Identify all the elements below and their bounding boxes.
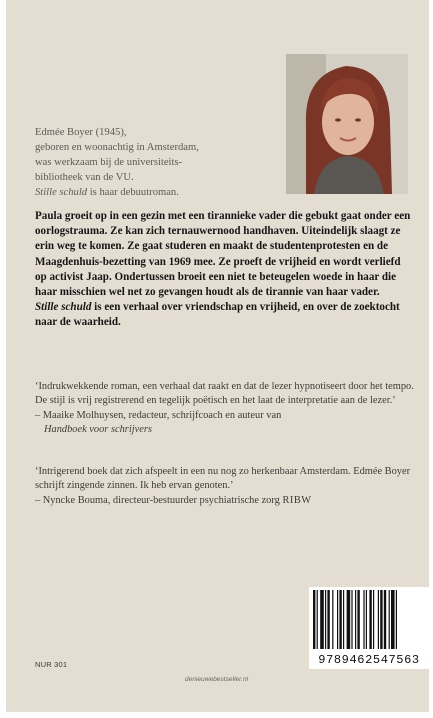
nur-code: NUR 301 bbox=[35, 660, 68, 669]
book-back-cover bbox=[6, 0, 429, 712]
author-bio-line: geboren en woonachtig in Amsterdam, bbox=[35, 142, 199, 154]
quote-text: ‘Indrukwekkende roman, een verhaal dat raakt en dat de lezer hypnotiseert door het tempo. De stijl is vrij registrerend en tegelijk poëtisch en het laat de interpretatie aan de lezer.’ bbox=[35, 381, 414, 407]
barcode-graphic bbox=[309, 587, 429, 669]
quote-attribution: – Maaike Molhuysen, redacteur, schrijfcoach en auteur van bbox=[35, 409, 282, 421]
author-bio-line: was werkzaam bij de universiteits- bbox=[35, 157, 183, 169]
quote-book-title: Handboek voor schrijvers bbox=[44, 424, 152, 436]
barcode-digits: 9789462547563 bbox=[318, 653, 420, 667]
website-url: denieuwebestseller.nl bbox=[184, 676, 249, 683]
author-photo bbox=[286, 54, 408, 194]
blurb-paragraph bbox=[35, 300, 413, 330]
author-bio-line: Edmée Boyer (1945), bbox=[35, 127, 127, 138]
book-title: Stille schuld bbox=[35, 187, 88, 199]
quote-org: RIBW bbox=[282, 494, 312, 506]
blurb-text: is een verhaal over vriendschap en vrijheid, en over de zoektocht naar de waarheid. bbox=[35, 301, 400, 329]
quote-text: ‘Intrigerend boek dat zich afspeelt in een nu nog zo herkenbaar Amsterdam. Edmée Boyer schrijft zingende zinnen. Ik heb ervan genoten.’ bbox=[35, 466, 411, 492]
quote-attribution: – Nyncke Bouma, directeur-bestuurder psychiatrische zorg RIBW bbox=[35, 494, 312, 506]
blurb bbox=[35, 209, 413, 331]
author-bio bbox=[35, 125, 275, 200]
barcode bbox=[309, 587, 429, 669]
book-title: Stille schuld bbox=[35, 301, 92, 314]
review-quote-2 bbox=[35, 465, 415, 508]
blurb-paragraph: Paula groeit op in een gezin met een tirannieke vader die gebukt gaat onder een oorlogstrauma. Ze kan zich ternauwernood handhaven. Uiteindelijk slaagt ze erin weg te komen. Ze gaat studeren en maakt de studentenprotesten en de Maagdenhuis-bezetting van 1969 mee. Ze proeft de vrijheid en wordt verliefd op activist Jaap. Ondertussen broeit een niet te beteugelen woede in haar die haar misschien wel net zo gevangen houdt als de tirannie van haar vader. bbox=[35, 210, 411, 299]
review-quote-1 bbox=[35, 380, 415, 438]
author-bio-line bbox=[35, 185, 275, 200]
author-bio-text: is haar debuutroman. bbox=[87, 187, 179, 199]
author-bio-line: bibliotheek van de VU. bbox=[35, 172, 134, 184]
